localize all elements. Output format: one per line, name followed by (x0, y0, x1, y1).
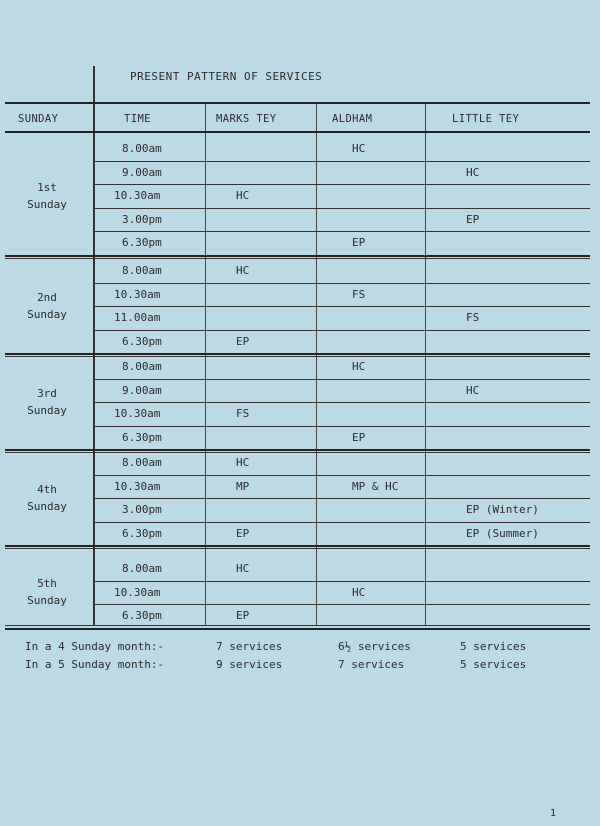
little-tey-cell: EP (Winter) (466, 503, 539, 517)
marks-tey-cell: FS (236, 407, 250, 421)
aldham-cell: EP (352, 236, 366, 250)
row-rule (95, 402, 590, 403)
marks-tey-cell: HC (236, 456, 250, 469)
aldham-cell: FS (352, 287, 366, 301)
time-cell: 3.00pm (122, 503, 162, 517)
header-aldham: ALDHAM (332, 113, 373, 125)
row-rule (95, 475, 590, 476)
group-rule-secondary (5, 452, 590, 453)
row-rule (95, 231, 590, 232)
group-rule (5, 545, 590, 547)
sunday-word: Sunday (27, 594, 67, 608)
sunday-word: Sunday (27, 198, 67, 211)
aldham-cell: MP & HC (352, 479, 399, 493)
group-rule (5, 449, 590, 451)
group-rule (5, 255, 590, 257)
little-tey-cell: EP (466, 212, 480, 226)
marks-tey-cell: EP (236, 609, 250, 623)
header-sunday: SUNDAY (18, 113, 59, 125)
summary-5-aldham: 7 services (338, 658, 405, 671)
sunday-ordinal: 2nd (37, 291, 57, 305)
sunday-group-label (12, 481, 82, 515)
time-cell: 9.00am (122, 383, 162, 397)
sunday-ordinal: 3rd (37, 387, 57, 401)
time-cell: 8.00am (122, 456, 162, 469)
header-time: TIME (124, 113, 151, 125)
little-tey-cell: FS (466, 311, 480, 325)
table-bottom-rule (5, 625, 590, 626)
row-rule (95, 306, 590, 307)
sunday-group-label (12, 179, 82, 213)
sunday-word: Sunday (27, 308, 67, 322)
time-cell: 8.00am (122, 142, 162, 155)
page-title: PRESENT PATTERN OF SERVICES (130, 70, 323, 83)
summary-5-little-tey: 5 services (460, 658, 527, 671)
row-rule (95, 283, 590, 284)
time-cell: 9.00am (122, 165, 162, 179)
marks-tey-cell: HC (236, 264, 250, 277)
table-top-rule (5, 102, 590, 104)
group-rule (5, 353, 590, 355)
marks-tey-cell: MP (236, 479, 250, 493)
aldham-cell: EP (352, 430, 366, 444)
header-bottom-rule (5, 131, 590, 133)
summary-4-marks-tey: 7 services (216, 640, 283, 653)
time-cell: 10.30am (114, 287, 161, 301)
time-cell: 10.30am (114, 189, 161, 203)
row-rule (95, 426, 590, 427)
aldham-cell: HC (352, 360, 366, 373)
row-rule (95, 498, 590, 499)
summary-4-label: In a 4 Sunday month:- (25, 640, 165, 653)
header-little-tey: LITTLE TEY (452, 113, 520, 125)
row-rule (95, 161, 590, 162)
time-cell: 8.00am (122, 360, 162, 373)
header-marks-tey: MARKS TEY (216, 113, 277, 125)
sunday-word: Sunday (27, 404, 67, 418)
sunday-ordinal: 4th (37, 483, 57, 497)
time-cell: 6.30pm (122, 526, 162, 540)
summary-5-marks-tey: 9 services (216, 658, 283, 671)
aldham-cell: HC (352, 585, 366, 599)
page-number: 1 (550, 808, 557, 819)
group-rule-secondary (5, 356, 590, 357)
little-tey-cell: EP (Summer) (466, 526, 539, 540)
time-cell: 10.30am (114, 479, 161, 493)
time-cell: 6.30pm (122, 609, 162, 623)
marks-tey-cell: EP (236, 334, 250, 348)
aldham-cell: HC (352, 142, 366, 155)
sunday-ordinal: 5th (37, 577, 57, 591)
time-cell: 3.00pm (122, 212, 162, 226)
time-cell: 6.30pm (122, 430, 162, 444)
row-rule (95, 379, 590, 380)
group-rule-secondary (5, 548, 590, 549)
column-divider-sunday (93, 66, 95, 625)
group-rule-secondary (5, 258, 590, 259)
summary-4-little-tey: 5 services (460, 640, 527, 653)
marks-tey-cell: EP (236, 526, 250, 540)
sunday-ordinal: 1st (37, 181, 57, 194)
row-rule (95, 208, 590, 209)
row-rule (95, 581, 590, 582)
row-rule (95, 604, 590, 605)
little-tey-cell: HC (466, 165, 480, 179)
marks-tey-cell: HC (236, 189, 250, 203)
sunday-group-label (12, 385, 82, 419)
time-cell: 8.00am (122, 562, 162, 575)
sunday-word: Sunday (27, 500, 67, 514)
time-cell: 8.00am (122, 264, 162, 277)
little-tey-cell: HC (466, 383, 480, 397)
row-rule (95, 184, 590, 185)
row-rule (95, 330, 590, 331)
time-cell: 6.30pm (122, 334, 162, 348)
row-rule (95, 522, 590, 523)
sunday-group-label (12, 289, 82, 323)
time-cell: 10.30am (114, 407, 161, 421)
sunday-group-label (12, 575, 82, 609)
group-rule (5, 628, 590, 630)
summary-5-label: In a 5 Sunday month:- (25, 658, 165, 671)
marks-tey-cell: HC (236, 562, 250, 575)
time-cell: 6.30pm (122, 236, 162, 250)
time-cell: 10.30am (114, 585, 161, 599)
summary-4-aldham: 6½ services (338, 640, 411, 653)
time-cell: 11.00am (114, 311, 161, 325)
